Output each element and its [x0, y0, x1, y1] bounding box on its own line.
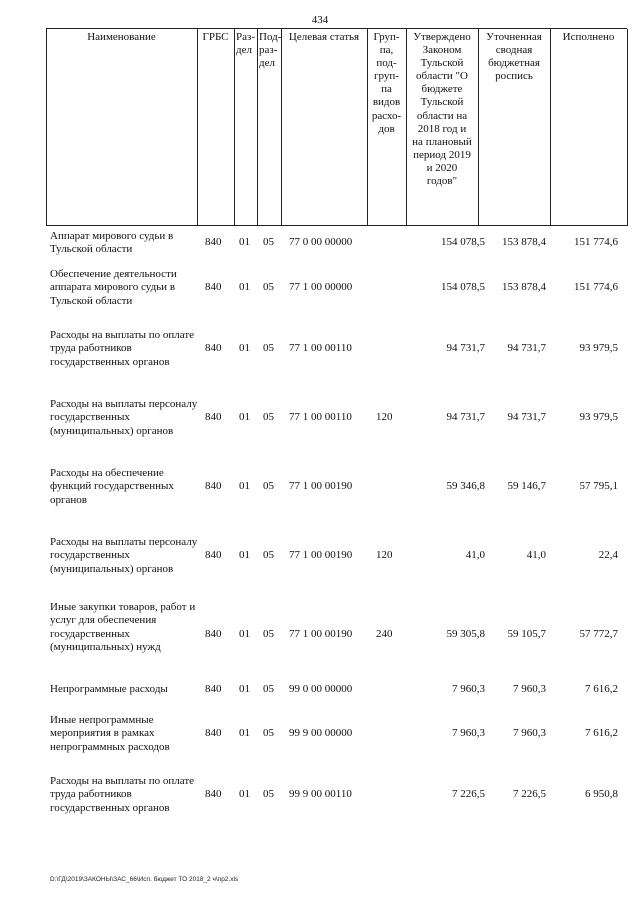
row-utv: 7 226,5 — [452, 788, 485, 800]
row-name: Непрограммные расходы — [50, 683, 168, 695]
row-isp: 57 795,1 — [579, 480, 618, 492]
row-vid: 240 — [376, 628, 393, 640]
row-razdel: 01 — [239, 683, 250, 695]
grid-line — [550, 29, 551, 226]
row-grbs: 840 — [205, 683, 222, 695]
row-podrazdel: 05 — [263, 683, 274, 695]
header-utoch: Уточненная сводная бюджетная роспись — [486, 31, 542, 83]
row-utv: 59 346,8 — [446, 480, 485, 492]
row-podrazdel: 05 — [263, 549, 274, 561]
grid-line — [627, 29, 628, 226]
row-utoch: 41,0 — [526, 549, 546, 561]
row-target: 77 1 00 00000 — [289, 281, 353, 293]
row-name: Иные непрограммные мероприятия в рамках непрограммных расходов — [50, 714, 170, 753]
row-isp: 151 774,6 — [574, 281, 618, 293]
row-target: 77 1 00 00190 — [289, 480, 353, 492]
header-utv: Утверждено Законом Тульской области "О бюджете Тульской области на 2018 год и на плановый период 2019 и 2020 годов" — [412, 31, 472, 188]
row-name: Расходы на выплаты персоналу государственных (муниципальных) органов — [50, 536, 198, 575]
row-name: Обеспечение деятельности аппарата мирового судьи в Тульской области — [50, 268, 177, 307]
header-vid: Груп- па, под- груп- па видов расхо- дов — [371, 31, 402, 135]
header-podrazdel: Под- раз- дел — [259, 31, 282, 70]
row-grbs: 840 — [205, 788, 222, 800]
row-utoch: 59 146,7 — [507, 480, 546, 492]
row-utv: 7 960,3 — [452, 727, 485, 739]
page-number: 434 — [311, 14, 329, 26]
file-path-footer: D:\ГД\2019\ЗАКОНЫ\ЗАС_66\Исп. бюджет ТО 2018_2 ч\пр2.xls — [50, 876, 239, 883]
row-razdel: 01 — [239, 411, 250, 423]
row-isp: 151 774,6 — [574, 236, 618, 248]
row-name: Аппарат мирового судьи в Тульской области — [50, 230, 174, 256]
row-podrazdel: 05 — [263, 411, 274, 423]
row-podrazdel: 05 — [263, 342, 274, 354]
row-podrazdel: 05 — [263, 281, 274, 293]
row-target: 77 1 00 00110 — [289, 411, 352, 423]
row-target: 99 0 00 00000 — [289, 683, 353, 695]
row-utoch: 7 960,3 — [513, 727, 546, 739]
header-bottom-border — [46, 225, 627, 226]
row-grbs: 840 — [205, 549, 222, 561]
row-utv: 59 305,8 — [446, 628, 485, 640]
row-isp: 57 772,7 — [579, 628, 618, 640]
row-isp: 93 979,5 — [579, 342, 618, 354]
row-razdel: 01 — [239, 788, 250, 800]
row-utoch: 7 960,3 — [513, 683, 546, 695]
row-vid: 120 — [376, 549, 393, 561]
row-target: 77 1 00 00190 — [289, 628, 353, 640]
row-grbs: 840 — [205, 411, 222, 423]
row-target: 77 1 00 00110 — [289, 342, 352, 354]
row-target: 77 0 00 00000 — [289, 236, 353, 248]
row-isp: 7 616,2 — [585, 683, 618, 695]
row-utoch: 94 731,7 — [507, 411, 546, 423]
row-grbs: 840 — [205, 342, 222, 354]
row-isp: 22,4 — [598, 549, 618, 561]
row-razdel: 01 — [239, 628, 250, 640]
row-grbs: 840 — [205, 480, 222, 492]
row-utoch: 59 105,7 — [507, 628, 546, 640]
grid-line — [478, 29, 479, 226]
row-razdel: 01 — [239, 236, 250, 248]
row-podrazdel: 05 — [263, 788, 274, 800]
row-name: Иные закупки товаров, работ и услуг для обеспечения государственных (муниципальных) нужд — [50, 601, 196, 654]
row-utv: 41,0 — [465, 549, 485, 561]
row-name: Расходы на выплаты по оплате труда работников государственных органов — [50, 329, 195, 368]
row-razdel: 01 — [239, 342, 250, 354]
row-grbs: 840 — [205, 727, 222, 739]
row-razdel: 01 — [239, 281, 250, 293]
row-grbs: 840 — [205, 281, 222, 293]
row-razdel: 01 — [239, 480, 250, 492]
row-isp: 6 950,8 — [585, 788, 618, 800]
row-utv: 7 960,3 — [452, 683, 485, 695]
row-name: Расходы на выплаты персоналу государственных (муниципальных) органов — [50, 398, 198, 437]
header-isp: Исполнено — [562, 31, 615, 43]
header-name: Наименование — [87, 31, 156, 43]
row-target: 99 9 00 00000 — [289, 727, 353, 739]
header-target: Целевая статья — [288, 31, 360, 43]
row-utv: 94 731,7 — [446, 342, 485, 354]
row-grbs: 840 — [205, 236, 222, 248]
row-name: Расходы на выплаты по оплате труда работников государственных органов — [50, 775, 195, 814]
row-target: 77 1 00 00190 — [289, 549, 353, 561]
row-vid: 120 — [376, 411, 393, 423]
row-podrazdel: 05 — [263, 480, 274, 492]
row-razdel: 01 — [239, 727, 250, 739]
row-podrazdel: 05 — [263, 727, 274, 739]
row-utoch: 153 878,4 — [502, 281, 546, 293]
grid-line — [234, 29, 235, 226]
grid-line — [197, 29, 198, 226]
grid-line — [257, 29, 258, 226]
row-target: 99 9 00 00110 — [289, 788, 352, 800]
grid-line — [46, 29, 47, 226]
header-grbs: ГРБС — [202, 31, 229, 43]
grid-line — [281, 29, 282, 226]
row-utv: 154 078,5 — [441, 236, 485, 248]
row-utoch: 94 731,7 — [507, 342, 546, 354]
row-name: Расходы на обеспечение функций государственных органов — [50, 467, 174, 506]
row-isp: 93 979,5 — [579, 411, 618, 423]
row-utv: 154 078,5 — [441, 281, 485, 293]
header-razdel: Раз- дел — [236, 31, 256, 57]
row-podrazdel: 05 — [263, 628, 274, 640]
row-razdel: 01 — [239, 549, 250, 561]
grid-line — [406, 29, 407, 226]
row-grbs: 840 — [205, 628, 222, 640]
grid-line — [367, 29, 368, 226]
row-utv: 94 731,7 — [446, 411, 485, 423]
row-utoch: 7 226,5 — [513, 788, 546, 800]
row-utoch: 153 878,4 — [502, 236, 546, 248]
row-isp: 7 616,2 — [585, 727, 618, 739]
row-podrazdel: 05 — [263, 236, 274, 248]
